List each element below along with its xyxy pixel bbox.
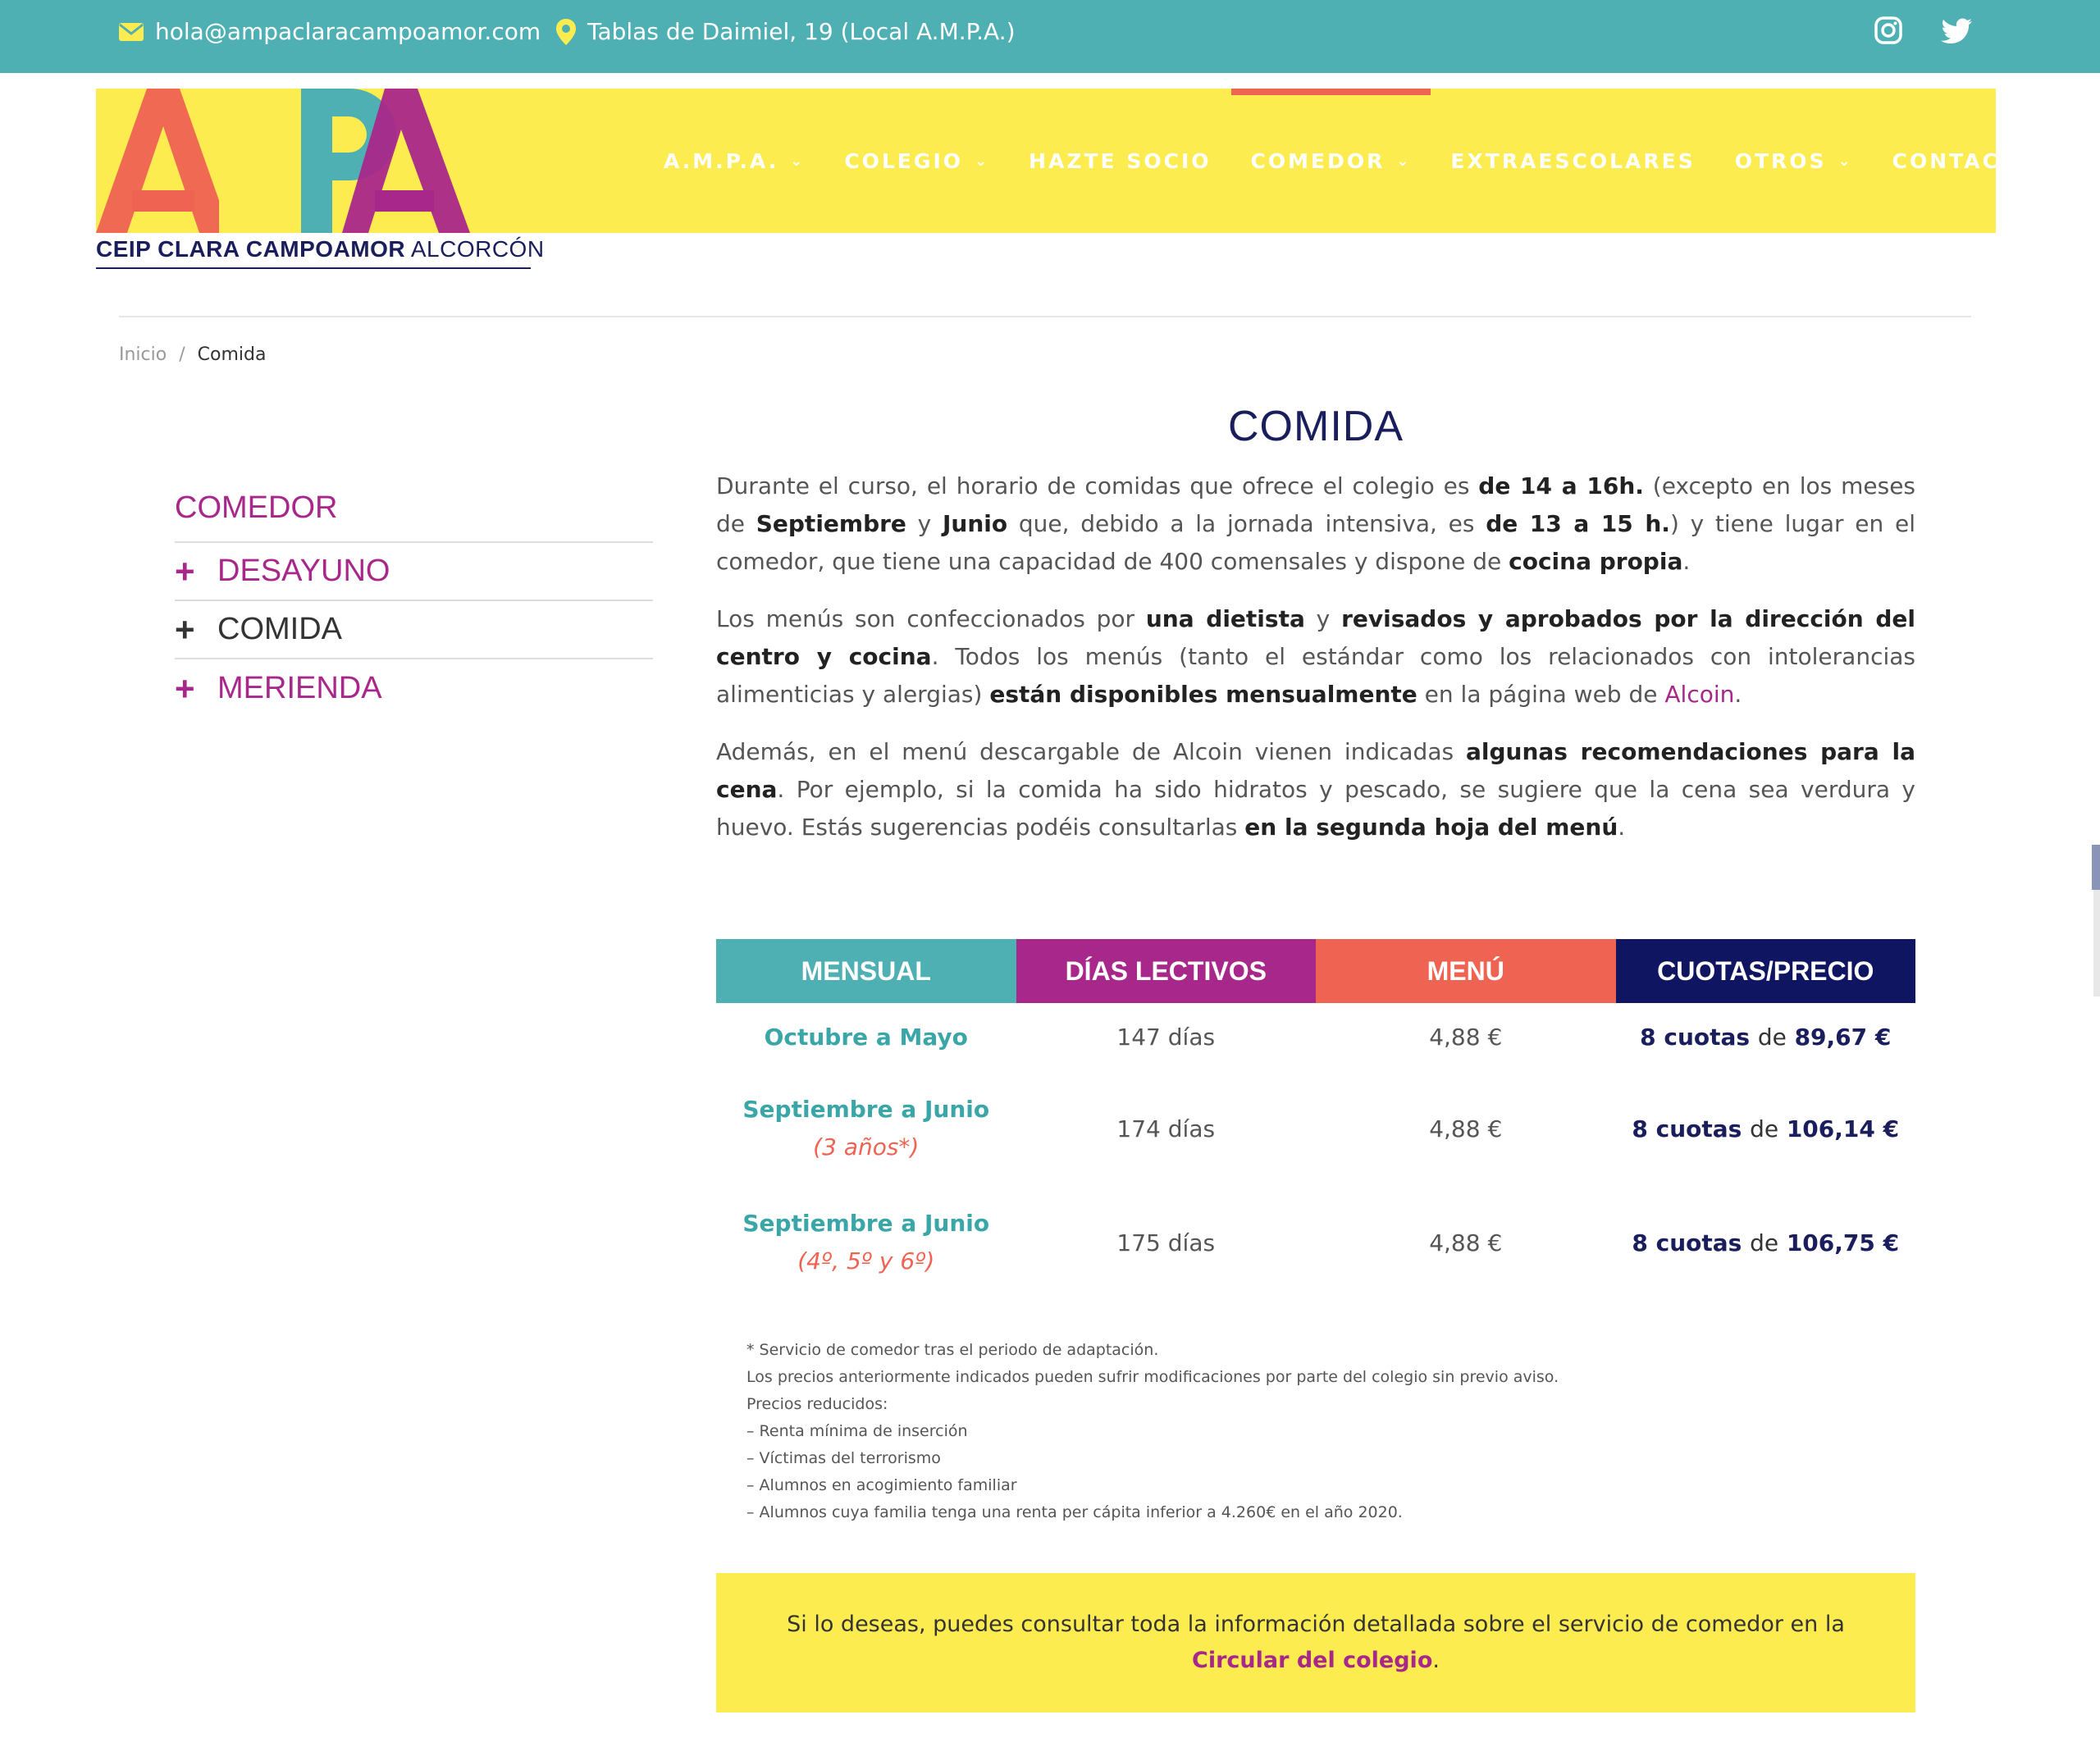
price-table xyxy=(716,939,1915,1299)
logo-city: ALCORCÓN xyxy=(410,236,545,262)
main-nav xyxy=(644,89,2052,233)
table-header-row xyxy=(716,939,1915,1003)
breadcrumb-home[interactable]: Inicio xyxy=(119,344,167,365)
logo-subtitle xyxy=(96,236,545,262)
note-line: Precios reducidos: xyxy=(746,1395,888,1413)
header-dias: DÍAS LECTIVOS xyxy=(1016,939,1317,1003)
logo-underline xyxy=(96,267,531,269)
sidebar-item-comida[interactable] xyxy=(175,601,653,659)
sidebar xyxy=(175,490,653,718)
paragraph-recommendations: Además, en el menú descargable de Alcoin vienen indicadas algunas recomendaciones para la cena. Por ejemplo, si la comida ha sido hidratos y pescado, se sugiere que la cena sea verdura y huevo. Estás sugerencias podéis consultarlas en la segunda hoja del menú. xyxy=(716,738,1915,841)
note-line: – Alumnos cuya familia tenga una renta per cápita inferior a 4.260€ en el año 2020. xyxy=(746,1503,1403,1521)
header-mensual: MENSUAL xyxy=(716,939,1016,1003)
header-divider xyxy=(119,316,1971,317)
ampa-logo[interactable] xyxy=(96,89,545,269)
logo-school-name: CEIP CLARA CAMPOAMOR xyxy=(96,236,406,262)
nav-label: EXTRAESCOLARES xyxy=(1450,148,1696,173)
nav-item-ampa[interactable] xyxy=(644,89,824,233)
nav-label: HAZTE SOCIO xyxy=(1029,148,1212,173)
note-line: – Víctimas del terrorismo xyxy=(746,1449,941,1467)
cell-days: 147 días xyxy=(1116,1024,1216,1051)
nav-label: COLEGIO xyxy=(844,148,964,173)
header-menu: MENÚ xyxy=(1316,939,1616,1003)
cell-price: 8 cuotas de 89,67 € xyxy=(1640,1024,1892,1051)
top-bar xyxy=(0,0,2100,73)
price-notes xyxy=(746,1337,1559,1526)
cell-period: Septiembre a Junio (3 años*) xyxy=(742,1096,990,1161)
nav-item-comedor[interactable] xyxy=(1231,89,1431,233)
page-title: COMIDA xyxy=(1228,403,1404,450)
email-contact[interactable] xyxy=(119,18,541,45)
note-line: * Servicio de comedor tras el periodo de adaptación. xyxy=(746,1341,1159,1359)
header-cuotas: CUOTAS/PRECIO xyxy=(1616,939,1916,1003)
sidebar-item-label: COMIDA xyxy=(217,612,342,646)
cell-period: Octubre a Mayo xyxy=(764,1024,968,1051)
sidebar-item-desayuno[interactable] xyxy=(175,543,653,601)
nav-label: COMEDOR xyxy=(1250,148,1386,173)
breadcrumb-current: Comida xyxy=(197,344,267,365)
envelope-icon xyxy=(119,23,144,41)
table-row xyxy=(716,1186,1915,1299)
alcoin-link[interactable]: Alcoin xyxy=(1664,681,1735,708)
plus-icon: + xyxy=(175,668,195,708)
address-text: Tablas de Daimiel, 19 (Local A.M.P.A.) xyxy=(587,18,1016,45)
note-line: – Alumnos en acogimiento familiar xyxy=(746,1476,1017,1494)
plus-icon: + xyxy=(175,551,195,591)
table-row xyxy=(716,1071,1915,1186)
chevron-down-icon: ⌄ xyxy=(1396,152,1412,170)
main-content xyxy=(716,402,1915,846)
nav-item-hazte-socio[interactable] xyxy=(1009,89,1230,233)
cell-price: 8 cuotas de 106,75 € xyxy=(1632,1229,1900,1256)
sidebar-item-label: MERIENDA xyxy=(217,671,382,705)
sidebar-title[interactable]: COMEDOR xyxy=(175,490,653,543)
paragraph-schedule: Durante el curso, el horario de comidas que ofrece el colegio es de 14 a 16h. (excepto en los meses de Septiembre y Junio que, debido a la jornada intensiva, es de 13 a 15 h.) y tiene lugar en el comedor, que tiene una capacidad de 400 comensales y dispone de cocina propia. xyxy=(716,472,1916,575)
cell-days: 174 días xyxy=(1116,1115,1216,1142)
page-edge-widget xyxy=(2092,845,2100,890)
nav-label: CONTACTA xyxy=(1892,148,2034,173)
nav-label: OTROS xyxy=(1734,148,1827,173)
breadcrumb xyxy=(119,344,266,365)
plus-icon: + xyxy=(175,609,195,649)
cell-period: Septiembre a Junio (4º, 5º y 6º) xyxy=(742,1210,990,1275)
breadcrumb-separator: / xyxy=(179,344,185,365)
sidebar-item-label: DESAYUNO xyxy=(217,554,390,588)
twitter-icon[interactable] xyxy=(1941,18,1972,50)
chevron-down-icon: ⌄ xyxy=(1838,152,1853,170)
nav-item-contacta[interactable] xyxy=(1873,89,2053,233)
cell-days: 175 días xyxy=(1116,1229,1216,1256)
callout-text: Si lo deseas, puedes consultar toda la información detallada sobre el servicio de comedor en la Circular del colegio. xyxy=(787,1612,1845,1673)
cell-menu: 4,88 € xyxy=(1429,1115,1503,1142)
nav-item-otros[interactable] xyxy=(1715,89,1873,233)
instagram-icon[interactable] xyxy=(1874,16,1902,50)
email-text: hola@ampaclaracampoamor.com xyxy=(155,18,541,45)
nav-item-colegio[interactable] xyxy=(824,89,1009,233)
cell-menu: 4,88 € xyxy=(1429,1229,1503,1256)
circular-link[interactable]: Circular del colegio xyxy=(1192,1648,1433,1673)
cell-menu: 4,88 € xyxy=(1429,1024,1503,1051)
note-line: Los precios anteriormente indicados pueden sufrir modificaciones por parte del colegio sin previo aviso. xyxy=(746,1368,1559,1386)
map-pin-icon xyxy=(556,19,576,45)
note-line: – Renta mínima de inserción xyxy=(746,1422,968,1440)
nav-item-extraescolares[interactable] xyxy=(1431,89,1714,233)
cell-price: 8 cuotas de 106,14 € xyxy=(1632,1115,1900,1142)
paragraph-menus: Los menús son confeccionados por una dietista y revisados y aprobados por la dirección del centro y cocina. Todos los menús (tanto el estándar como los relacionados con intolerancias alimenticias y alergias) están disponibles mensualmente en la página web de Alcoin. xyxy=(716,605,1915,708)
nav-label: A.M.P.A. xyxy=(664,148,779,173)
address-contact[interactable] xyxy=(556,18,1016,45)
chevron-down-icon: ⌄ xyxy=(790,152,806,170)
circular-callout xyxy=(716,1573,1915,1712)
page-edge-widget-body xyxy=(2093,890,2100,996)
sidebar-item-merienda[interactable] xyxy=(175,659,653,718)
table-row xyxy=(716,1003,1915,1071)
chevron-down-icon: ⌄ xyxy=(975,152,990,170)
